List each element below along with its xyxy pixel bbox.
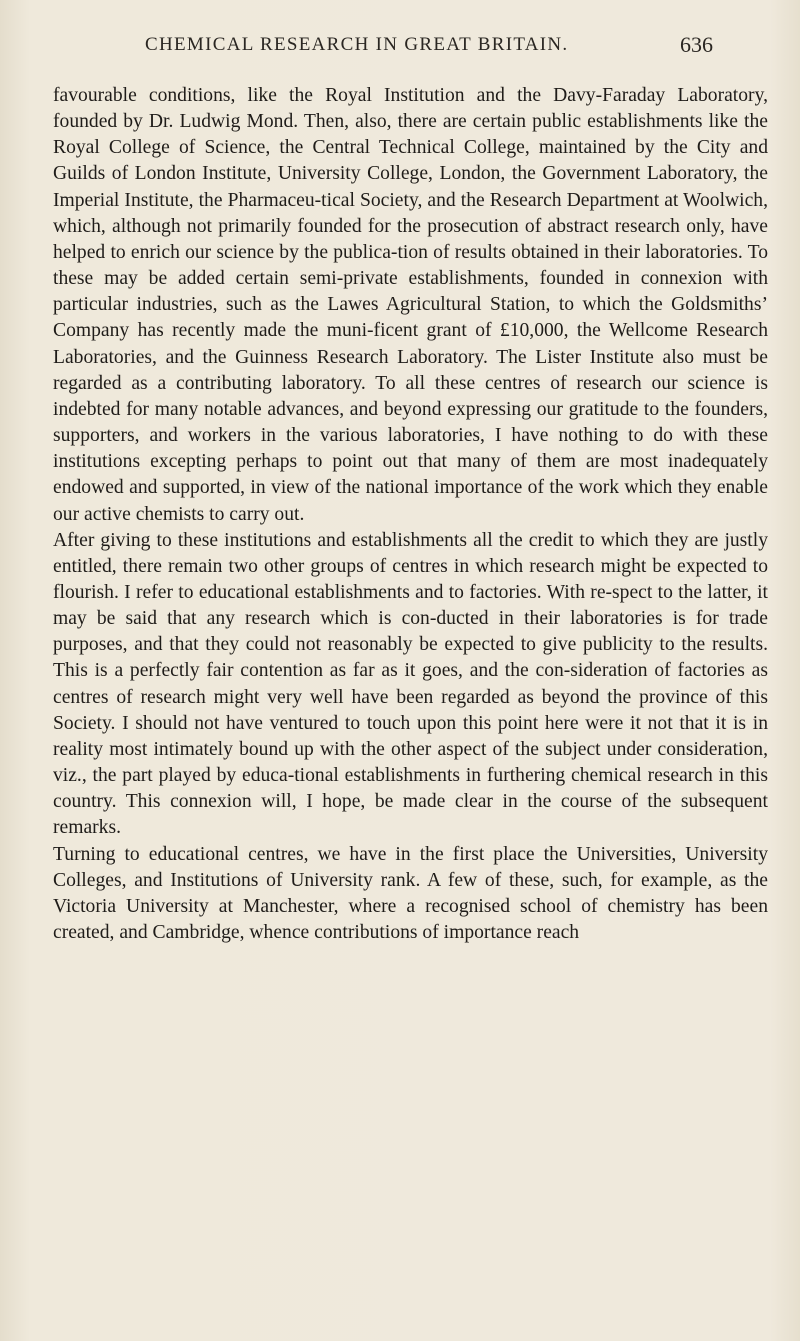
body-text <box>53 83 768 946</box>
paragraph-2: After giving to these institutions and establishments all the credit to which they are justly entitled, there remain two other groups of centres in which research might be expected to flourish. I refer to educational establishments and to factories. With re-spect to the latter, it may be said that any research which is con-ducted in their laboratories is for trade purposes, and that they could not reasonably be expected to give publicity to the results. This is a perfectly fair contention as far as it goes, and the con-sideration of factories as centres of research might very well have been regarded as beyond the province of this Society. I should not have ventured to touch upon this point here were it not that it is in reality most intimately bound up with the other aspect of the subject under consideration, viz., the part played by educa-tional establishments in furthering chemical research in this country. This connexion will, I hope, be made clear in the course of the subsequent remarks. <box>53 529 768 839</box>
page-header <box>0 34 800 74</box>
running-title: CHEMICAL RESEARCH IN GREAT BRITAIN. <box>145 34 569 55</box>
page-number: 636 <box>680 32 713 57</box>
paragraph-3: Turning to educational centres, we have in the first place the Universities, University Colleges, and Institutions of University rank. A few of these, such, for example, as the Victoria University at Manchester, where a recognised school of chemistry has been created, and Cambridge, whence contributions of importance reach <box>53 843 768 943</box>
paragraph-1: favourable conditions, like the Royal Institution and the Davy-Faraday Laboratory, founded by Dr. Ludwig Mond. Then, also, there are certain public establishments like the Royal College of Science, the Central Technical College, maintained by the City and Guilds of London Institute, University College, London, the Government Laboratory, the Imperial Institute, the Pharmaceu-tical Society, and the Research Department at Woolwich, which, although not primarily founded for the prosecution of abstract research only, have helped to enrich our science by the publica-tion of results obtained in their laboratories. To these may be added certain semi-private establishments, founded in connexion with particular industries, such as the Lawes Agricultural Station, to which the Goldsmiths’ Company has recently made the muni-ficent grant of £10,000, the Wellcome Research Laboratories, and the Guinness Research Laboratory. The Lister Institute also must be regarded as a contributing laboratory. To all these centres of research our science is indebted for many notable advances, and beyond expressing our gratitude to the founders, supporters, and workers in the various laboratories, I have nothing to do with these institutions excepting perhaps to point out that many of them are most inadequately endowed and supported, in view of the national importance of the work which they enable our active chemists to carry out. <box>53 85 768 525</box>
